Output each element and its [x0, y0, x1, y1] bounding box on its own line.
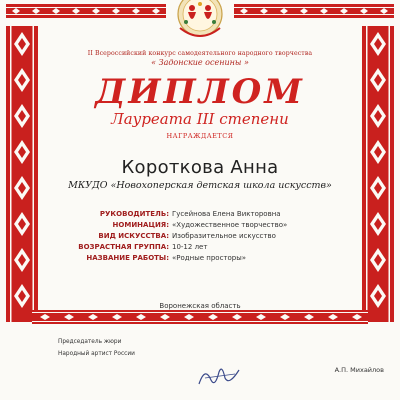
- emblem-icon: [166, 0, 234, 40]
- detail-row: [0, 242, 400, 253]
- detail-label: ВИД ИСКУССТВА:: [98, 232, 169, 240]
- detail-value: Изобразительное искусство: [172, 232, 276, 240]
- detail-value: «Родные просторы»: [172, 254, 247, 262]
- jury-chair-title: Народный артист России: [58, 351, 135, 357]
- jury-chair-label: Председатель жюри: [58, 339, 122, 345]
- region-label: Воронежская область: [159, 302, 241, 310]
- detail-label: НАЗВАНИЕ РАБОТЫ:: [86, 254, 169, 262]
- bottom-ornament: [32, 310, 368, 324]
- detail-value: 10-12 лет: [172, 243, 208, 251]
- recipient-name: Короткова Анна: [121, 157, 279, 178]
- awarded-label: НАГРАЖДАЕТСЯ: [166, 132, 234, 140]
- detail-row: [0, 220, 400, 231]
- laureate-degree: Лауреата III степени: [111, 110, 289, 128]
- detail-value: Гусейнова Елена Викторовна: [172, 210, 281, 218]
- detail-row: [0, 253, 400, 264]
- signature-mark: [195, 360, 245, 390]
- detail-row: [0, 231, 400, 242]
- school-name: МКУДО «Новохоперская детская школа искусств»: [68, 180, 332, 191]
- detail-label: НОМИНАЦИЯ:: [112, 221, 169, 229]
- detail-label: ВОЗРАСТНАЯ ГРУППА:: [78, 243, 169, 251]
- jury-chair-block: [58, 336, 135, 360]
- contest-line: II Всероссийский конкурс самодеятельного народного творчества: [87, 50, 313, 57]
- festival-name: « Задонские осенины »: [151, 58, 249, 67]
- details-block: [0, 209, 400, 264]
- detail-label: РУКОВОДИТЕЛЬ:: [99, 210, 169, 218]
- detail-value: «Художественное творчество»: [172, 221, 288, 229]
- signatory-name: А.П. Михайлов: [334, 366, 384, 374]
- detail-row: [0, 209, 400, 220]
- diploma-title: ДИПЛОМ: [95, 72, 305, 112]
